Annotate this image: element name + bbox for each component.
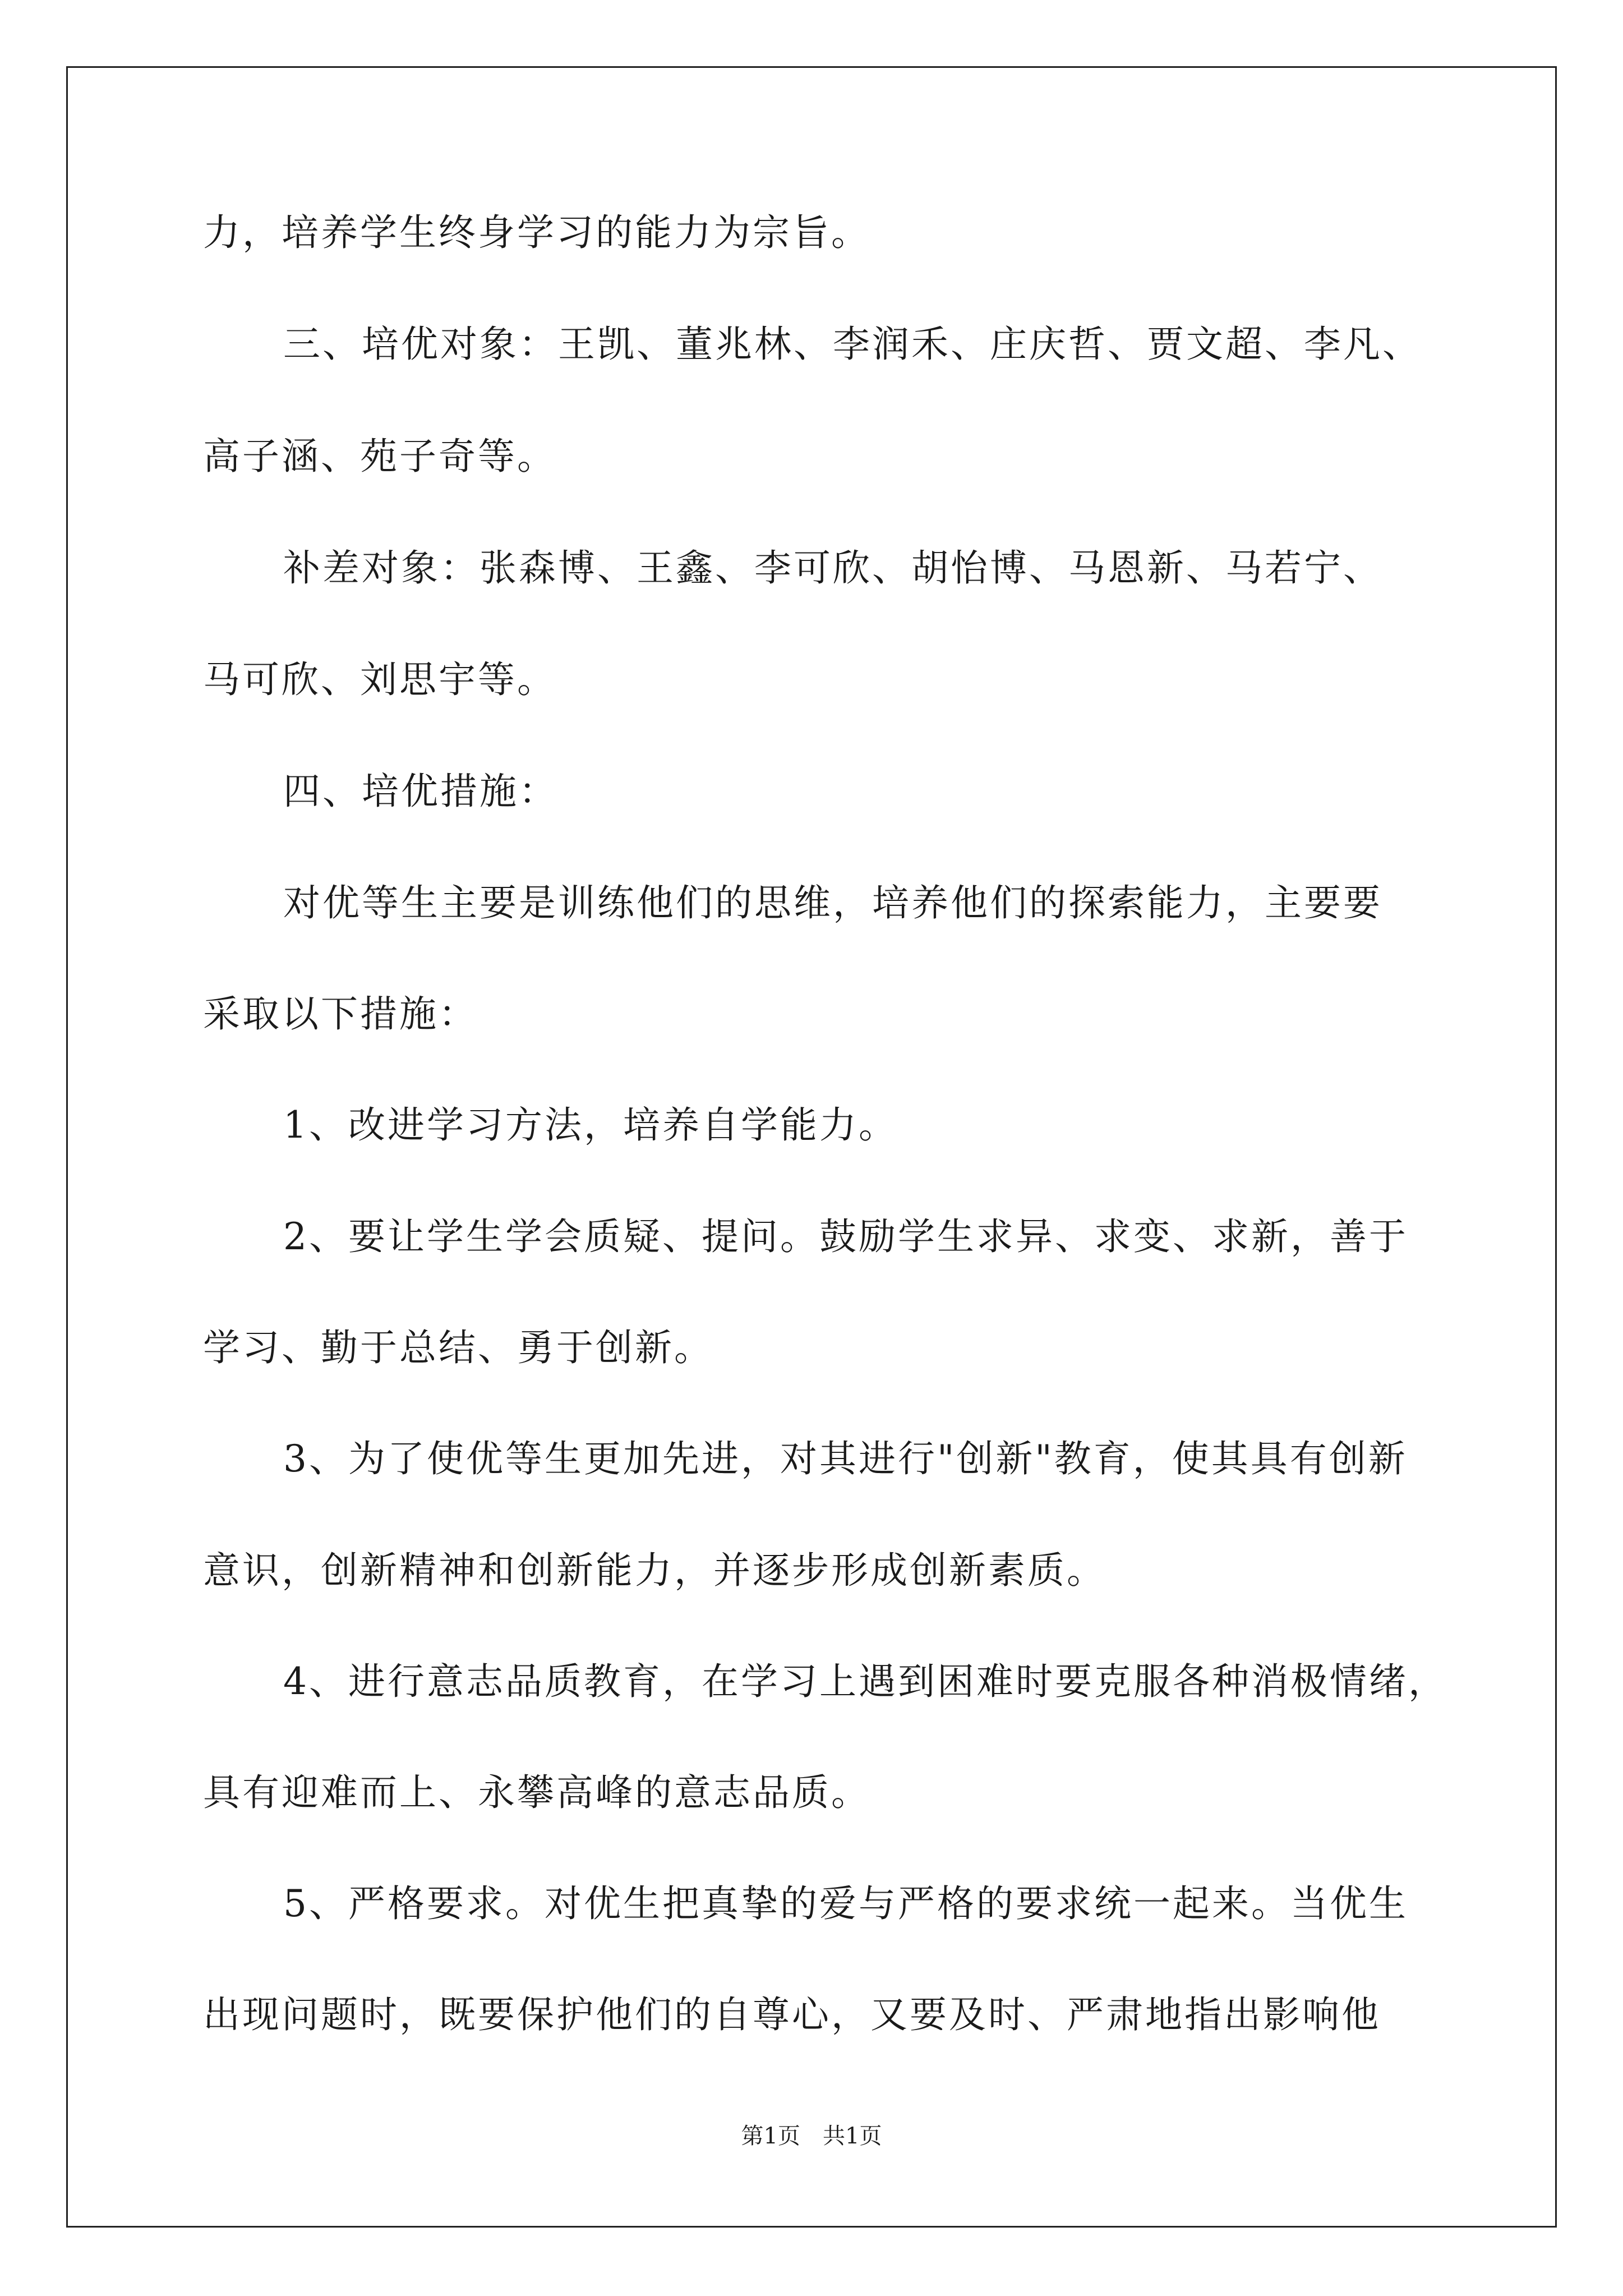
text-line: 四、培优措施： <box>283 770 558 813</box>
text-line: 三、培优对象：王凯、董兆林、李润禾、庄庆哲、贾文超、李凡、 <box>283 323 1422 366</box>
page-number: 第1页 共1页 <box>741 2123 882 2149</box>
text-line: 出现问题时，既要保护他们的自尊心，又要及时、严肃地指出影响他 <box>203 1993 1381 2036</box>
text-line: 高子涵、苑子奇等。 <box>203 435 556 478</box>
text-line: 5、严格要求。对优生把真挚的爱与严格的要求统一起来。当优生 <box>283 1882 1408 1925</box>
text-line: 4、进行意志品质教育，在学习上遇到困难时要克服各种消极情绪， <box>283 1660 1447 1703</box>
text-line: 具有迎难而上、永攀高峰的意志品质。 <box>203 1771 870 1814</box>
text-line: 2、要让学生学会质疑、提问。鼓励学生求异、求变、求新，善于 <box>283 1215 1408 1258</box>
text-line: 1、改进学习方法，培养自学能力。 <box>283 1103 898 1147</box>
text-line: 补差对象：张森博、王鑫、李可欣、胡怡博、马恩新、马若宁、 <box>283 546 1382 590</box>
text-line: 马可欣、刘思宇等。 <box>203 658 556 701</box>
text-line: 学习、勤于总结、勇于创新。 <box>203 1326 713 1369</box>
text-line: 对优等生主要是训练他们的思维，培养他们的探索能力，主要要 <box>283 881 1382 924</box>
text-line: 意识，创新精神和创新能力，并逐步形成创新素质。 <box>203 1549 1106 1592</box>
text-line: 采取以下措施： <box>203 992 478 1036</box>
text-line: 3、为了使优等生更加先进，对其进行"创新"教育，使其具有创新 <box>283 1437 1408 1480</box>
text-line: 力，培养学生终身学习的能力为宗旨。 <box>203 211 870 254</box>
